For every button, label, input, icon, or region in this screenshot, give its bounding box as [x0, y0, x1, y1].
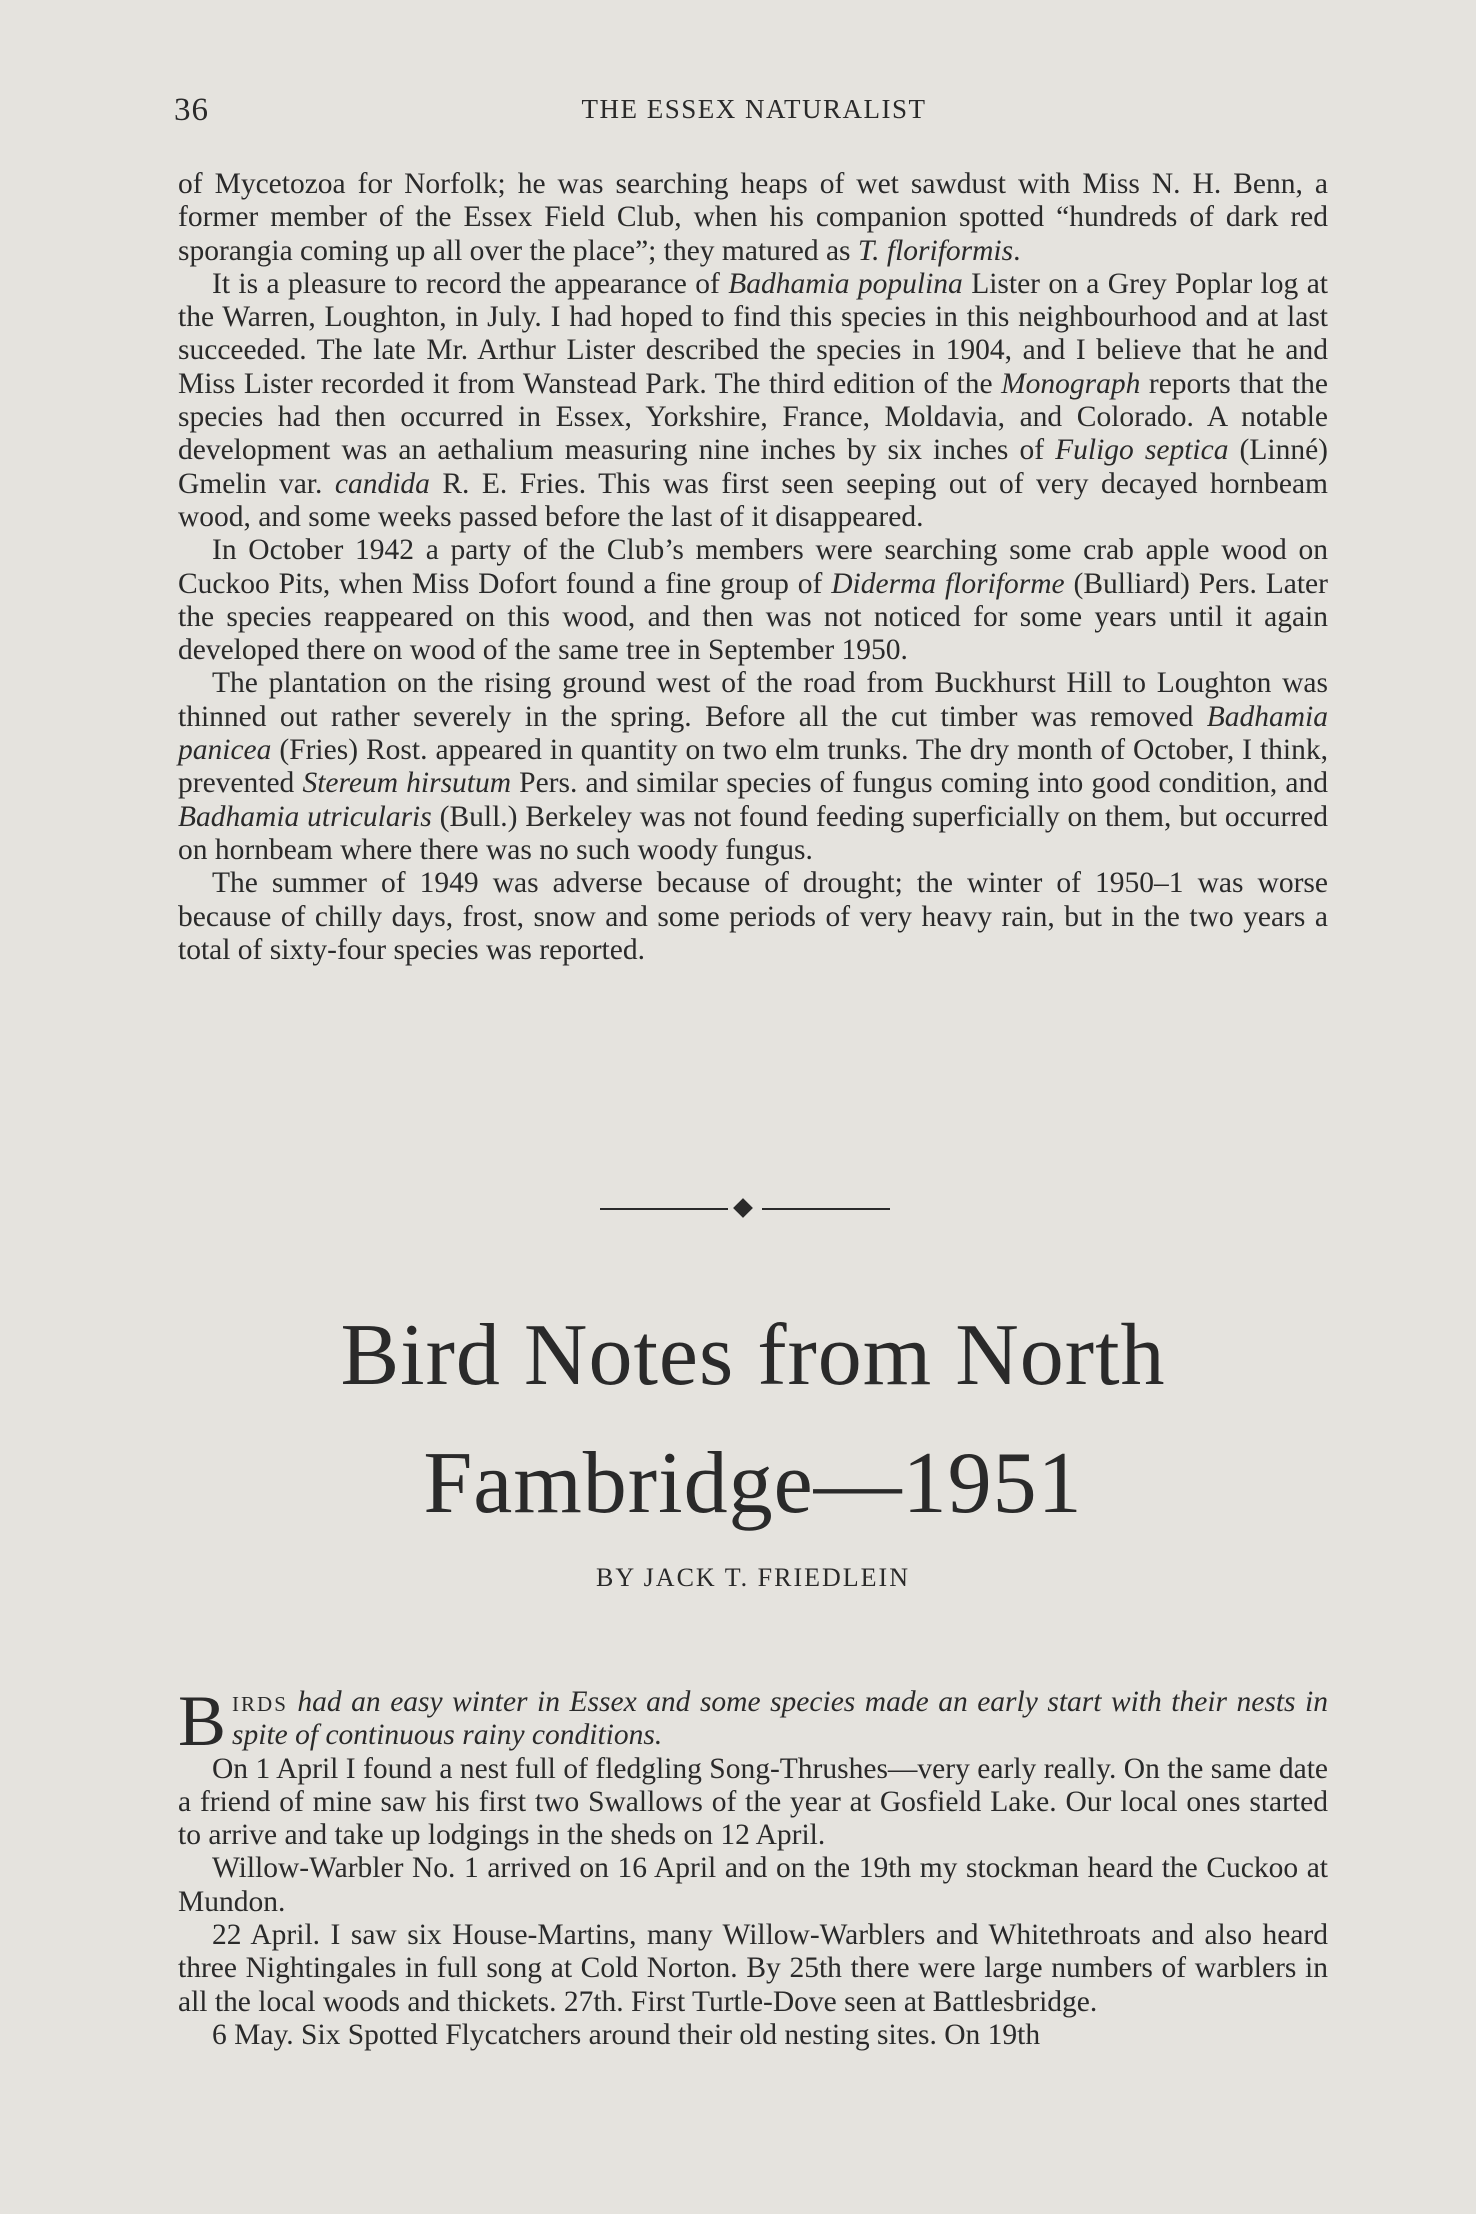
diamond-icon: [733, 1198, 753, 1218]
intro-paragraph: Birds had an easy winter in Essex and some species made an early start with their nests in spite of continuous rainy conditions.: [178, 1681, 1328, 1761]
page-number: 36: [174, 92, 209, 128]
paragraph: On 1 April I found a nest full of fledgling Song-Thrushes—very early really. On the same date a friend of mine saw his first two Swallows of the year at Gosfield Lake. Our local ones started to arrive and take up lodgings in the sheds on 12 April.: [178, 1752, 1328, 1852]
divider-rule: [762, 1208, 890, 1210]
paragraph: 22 April. I saw six House-Martins, many Willow-Warblers and Whitethroats and also heard three Nightingales in full song at Cold Norton. By 25th there were large numbers of warblers in all the local woods and thickets. 27th. First Turtle-Dove seen at Battlesbridge.: [178, 1919, 1328, 2018]
section-divider-ornament: [600, 1196, 890, 1222]
journal-title: THE ESSEX NATURALIST: [581, 94, 927, 124]
paragraph: In October 1942 a party of the Club’s members were searching some crab apple wood on Cuckoo Pits, when Miss Dofort found a fine group of Diderma floriforme (Bulliard) Pers. Later the species reappeared on this wood, and then was not noticed for some years until it again developed there on wood of the same tree in September 1950.: [178, 534, 1328, 667]
article-title: [178, 1292, 1328, 1548]
byline: BY JACK T. FRIEDLEIN: [596, 1563, 910, 1592]
divider-rule: [600, 1208, 728, 1210]
continued-article-text: [178, 168, 1328, 967]
paragraph: It is a pleasure to record the appearance of Badhamia populina Lister on a Grey Poplar log at the Warren, Loughton, in July. I had hoped to find this species in this neighbourhood and at last succeeded. The late Mr. Arthur Lister described the species in 1904, and I believe that he and Miss Lister recorded it from Wanstead Park. The third edition of the Monograph reports that the species had then occurred in Essex, Yorkshire, France, Moldavia, and Colorado. A notable development was an aethalium measuring nine inches by six inches of Fuligo septica (Linné) Gmelin var. candida R. E. Fries. This was first seen seeping out of very decayed hornbeam wood, and some weeks passed before the last of it disappeared.: [178, 267, 1328, 533]
running-head: [174, 92, 1334, 128]
paragraph: of Mycetozoa for Norfolk; he was searching heaps of wet sawdust with Miss N. H. Benn, a former member of the Essex Field Club, when his companion spotted “hundreds of dark red sporangia coming up all over the place”; they matured as T. floriformis.: [178, 168, 1328, 267]
article-title-line: Bird Notes from North: [340, 1307, 1166, 1404]
paragraph: Willow-Warbler No. 1 arrived on 16 April and on the 19th my stockman heard the Cuckoo at Mundon.: [178, 1852, 1328, 1918]
paragraph: The summer of 1949 was adverse because of drought; the winter of 1950–1 was worse because of chilly days, frost, snow and some periods of very heavy rain, but in the two years a total of sixty-four species was reported.: [178, 867, 1328, 966]
drop-cap: B: [178, 1681, 227, 1761]
paragraph: 6 May. Six Spotted Flycatchers around their old nesting sites. On 19th: [212, 2018, 1041, 2051]
article-title-line: Fambridge—1951: [423, 1435, 1083, 1532]
article-body: [178, 1681, 1328, 2052]
paragraph: The plantation on the rising ground west of the road from Buckhurst Hill to Loughton was thinned out rather severely in the spring. Before all the cut timber was removed Badhamia panicea (Fries) Rost. appeared in quantity on two elm trunks. The dry month of October, I think, prevented Stereum hirsutum Pers. and similar species of fungus coming into good condition, and Badhamia utricularis (Bull.) Berkeley was not found feeding superficially on them, but occurred on hornbeam where there was no such woody fungus.: [178, 667, 1328, 866]
